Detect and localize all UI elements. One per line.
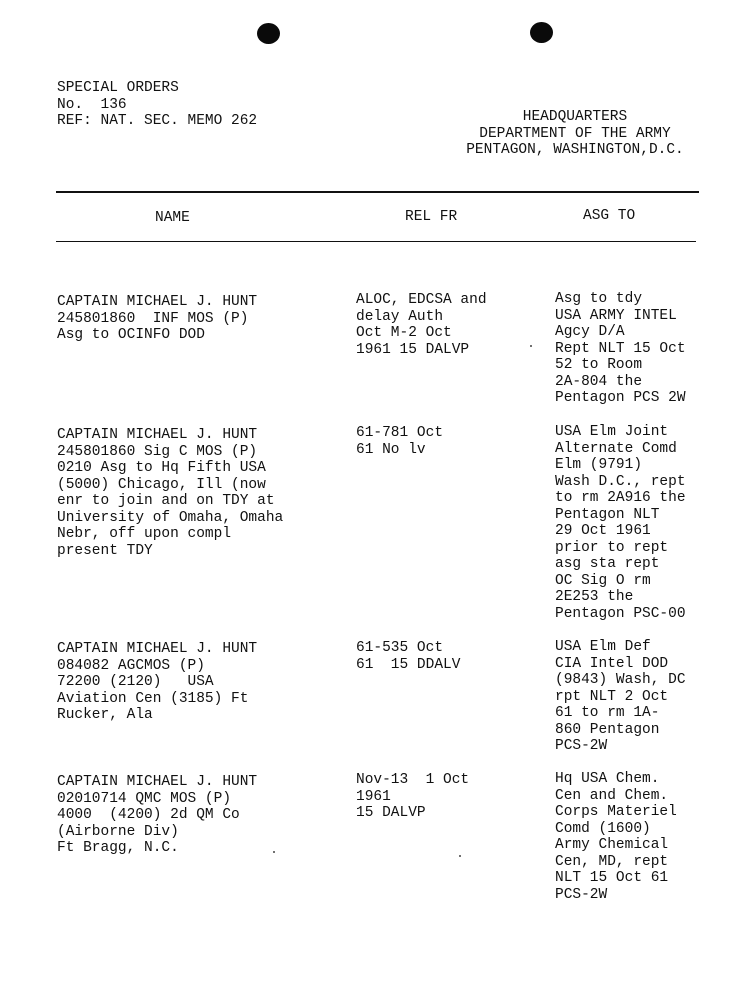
entry-line: 61 No lv — [356, 441, 426, 458]
entry-line: CAPTAIN MICHAEL J. HUNT — [57, 641, 258, 657]
entry-rel-fr-cell — [356, 425, 443, 458]
column-header-rel-fr: REL FR — [405, 209, 458, 225]
entry-line: PCS-2W — [555, 886, 608, 903]
entry-name-cell — [57, 427, 283, 559]
entry-line: CAPTAIN MICHAEL J. HUNT — [57, 774, 258, 790]
punch-hole-left — [257, 23, 280, 44]
entry-line: 02010714 QMC MOS (P) — [57, 790, 232, 807]
entry-name-cell — [57, 774, 257, 857]
entry-line: 52 to Room — [555, 357, 643, 373]
column-header-name: NAME — [155, 210, 190, 226]
scan-speck — [459, 855, 461, 857]
order-title: SPECIAL ORDERS — [57, 80, 179, 96]
entry-line: Hq USA Chem. — [555, 771, 660, 787]
entry-line: Wash D.C., rept — [555, 473, 686, 490]
entry-line: (9843) Wash, DC — [555, 672, 686, 688]
table-top-rule — [56, 191, 699, 193]
entry-line: 29 Oct 1961 — [555, 523, 651, 539]
entry-line: asg sta rept — [555, 556, 660, 572]
entry-line: 61-535 Oct — [356, 640, 444, 656]
entry-name-cell — [57, 294, 257, 344]
entry-line: PCS-2W — [555, 738, 608, 754]
entry-line: (Airborne Div) — [57, 823, 179, 840]
entry-line: 2A-804 the — [555, 373, 643, 390]
entry-line: 860 Pentagon — [555, 721, 660, 738]
entry-line: Cen and Chem. — [555, 787, 669, 804]
column-header-asg-to: ASG TO — [583, 208, 636, 224]
entry-line: 245801860 INF MOS (P) — [57, 310, 249, 327]
entry-line: Army Chemical — [555, 837, 669, 853]
table-header-rule — [56, 241, 696, 242]
entry-line: enr to join and on TDY at — [57, 493, 275, 509]
entry-line: rpt NLT 2 Oct — [555, 688, 669, 705]
entry-line: Rucker, Ala — [57, 707, 153, 723]
entry-line: Elm (9791) — [555, 457, 643, 473]
entry-asg-to-cell — [555, 424, 686, 622]
entry-line: NLT 15 Oct 61 — [555, 870, 669, 886]
entry-line: 61 15 DDALV — [356, 656, 461, 673]
entry-line: CAPTAIN MICHAEL J. HUNT — [57, 294, 258, 310]
entry-line: Corps Materiel — [555, 804, 677, 820]
entry-line: USA Elm Joint — [555, 424, 669, 440]
issuer-line-3: PENTAGON, WASHINGTON,D.C. — [466, 142, 684, 158]
entry-line: OC Sig O rm — [555, 572, 651, 589]
entry-line: 15 DALVP — [356, 805, 426, 821]
entry-line: 245801860 Sig C MOS (P) — [57, 443, 258, 460]
entry-rel-fr-cell — [356, 640, 460, 673]
scan-speck — [273, 851, 275, 853]
issuer-line-1: HEADQUARTERS — [522, 109, 628, 125]
entry-asg-to-cell — [555, 639, 686, 755]
entry-line: (5000) Chicago, Ill (now — [57, 476, 266, 493]
entry-line: 1961 — [356, 788, 391, 805]
entry-line: Aviation Cen (3185) Ft — [57, 690, 249, 707]
entry-line: CIA Intel DOD — [555, 655, 669, 672]
entry-line: University of Omaha, Omaha — [57, 509, 284, 526]
entry-name-cell — [57, 641, 257, 724]
entry-line: Ft Bragg, N.C. — [57, 840, 179, 856]
entry-line: Pentagon PCS 2W — [555, 390, 686, 406]
entry-line: 0210 Asg to Hq Fifth USA — [57, 460, 266, 476]
entry-line: 72200 (2120) USA — [57, 674, 214, 690]
entry-line: 1961 15 DALVP — [356, 341, 470, 358]
punch-hole-right — [530, 22, 553, 43]
entry-rel-fr-cell — [356, 772, 469, 822]
entry-asg-to-cell — [555, 771, 677, 903]
order-number: No. 136 — [57, 96, 127, 113]
entry-line: Nov-13 1 Oct — [356, 772, 470, 788]
entry-line: 61-781 Oct — [356, 425, 444, 441]
entry-line: Pentagon PSC-00 — [555, 605, 686, 622]
entry-line: 084082 AGCMOS (P) — [57, 657, 205, 674]
entry-line: Agcy D/A — [555, 324, 625, 340]
entry-line: prior to rept — [555, 539, 669, 556]
entry-line: Asg to tdy — [555, 291, 643, 307]
entry-line: USA ARMY INTEL — [555, 307, 677, 324]
entry-rel-fr-cell — [356, 292, 487, 358]
entry-line: Cen, MD, rept — [555, 853, 669, 870]
entry-line: Oct M-2 Oct — [356, 325, 452, 341]
entry-line: ALOC, EDCSA and — [356, 292, 487, 308]
order-reference: REF: NAT. SEC. MEMO 262 — [57, 113, 258, 129]
entry-line: CAPTAIN MICHAEL J. HUNT — [57, 427, 258, 443]
entry-line: to rm 2A916 the — [555, 490, 686, 506]
entry-line: Nebr, off upon compl — [57, 526, 232, 542]
order-header — [57, 80, 257, 130]
entry-line: Rept NLT 15 Oct — [555, 340, 686, 357]
entry-line: 4000 (4200) 2d QM Co — [57, 807, 240, 823]
entry-line: Asg to OCINFO DOD — [57, 327, 205, 343]
scan-speck — [530, 345, 532, 347]
entry-line: 61 to rm 1A- — [555, 705, 660, 721]
entry-line: USA Elm Def — [555, 639, 651, 655]
entry-line: Pentagon NLT — [555, 506, 660, 523]
issuer-line-2: DEPARTMENT OF THE ARMY — [479, 125, 671, 142]
entry-asg-to-cell — [555, 291, 686, 407]
entry-line: Comd (1600) — [555, 820, 651, 837]
entry-line: Alternate Comd — [555, 440, 677, 457]
entry-line: delay Auth — [356, 308, 444, 325]
issuer-block — [440, 109, 710, 159]
entry-line: 2E253 the — [555, 589, 634, 605]
entry-line: present TDY — [57, 542, 153, 559]
